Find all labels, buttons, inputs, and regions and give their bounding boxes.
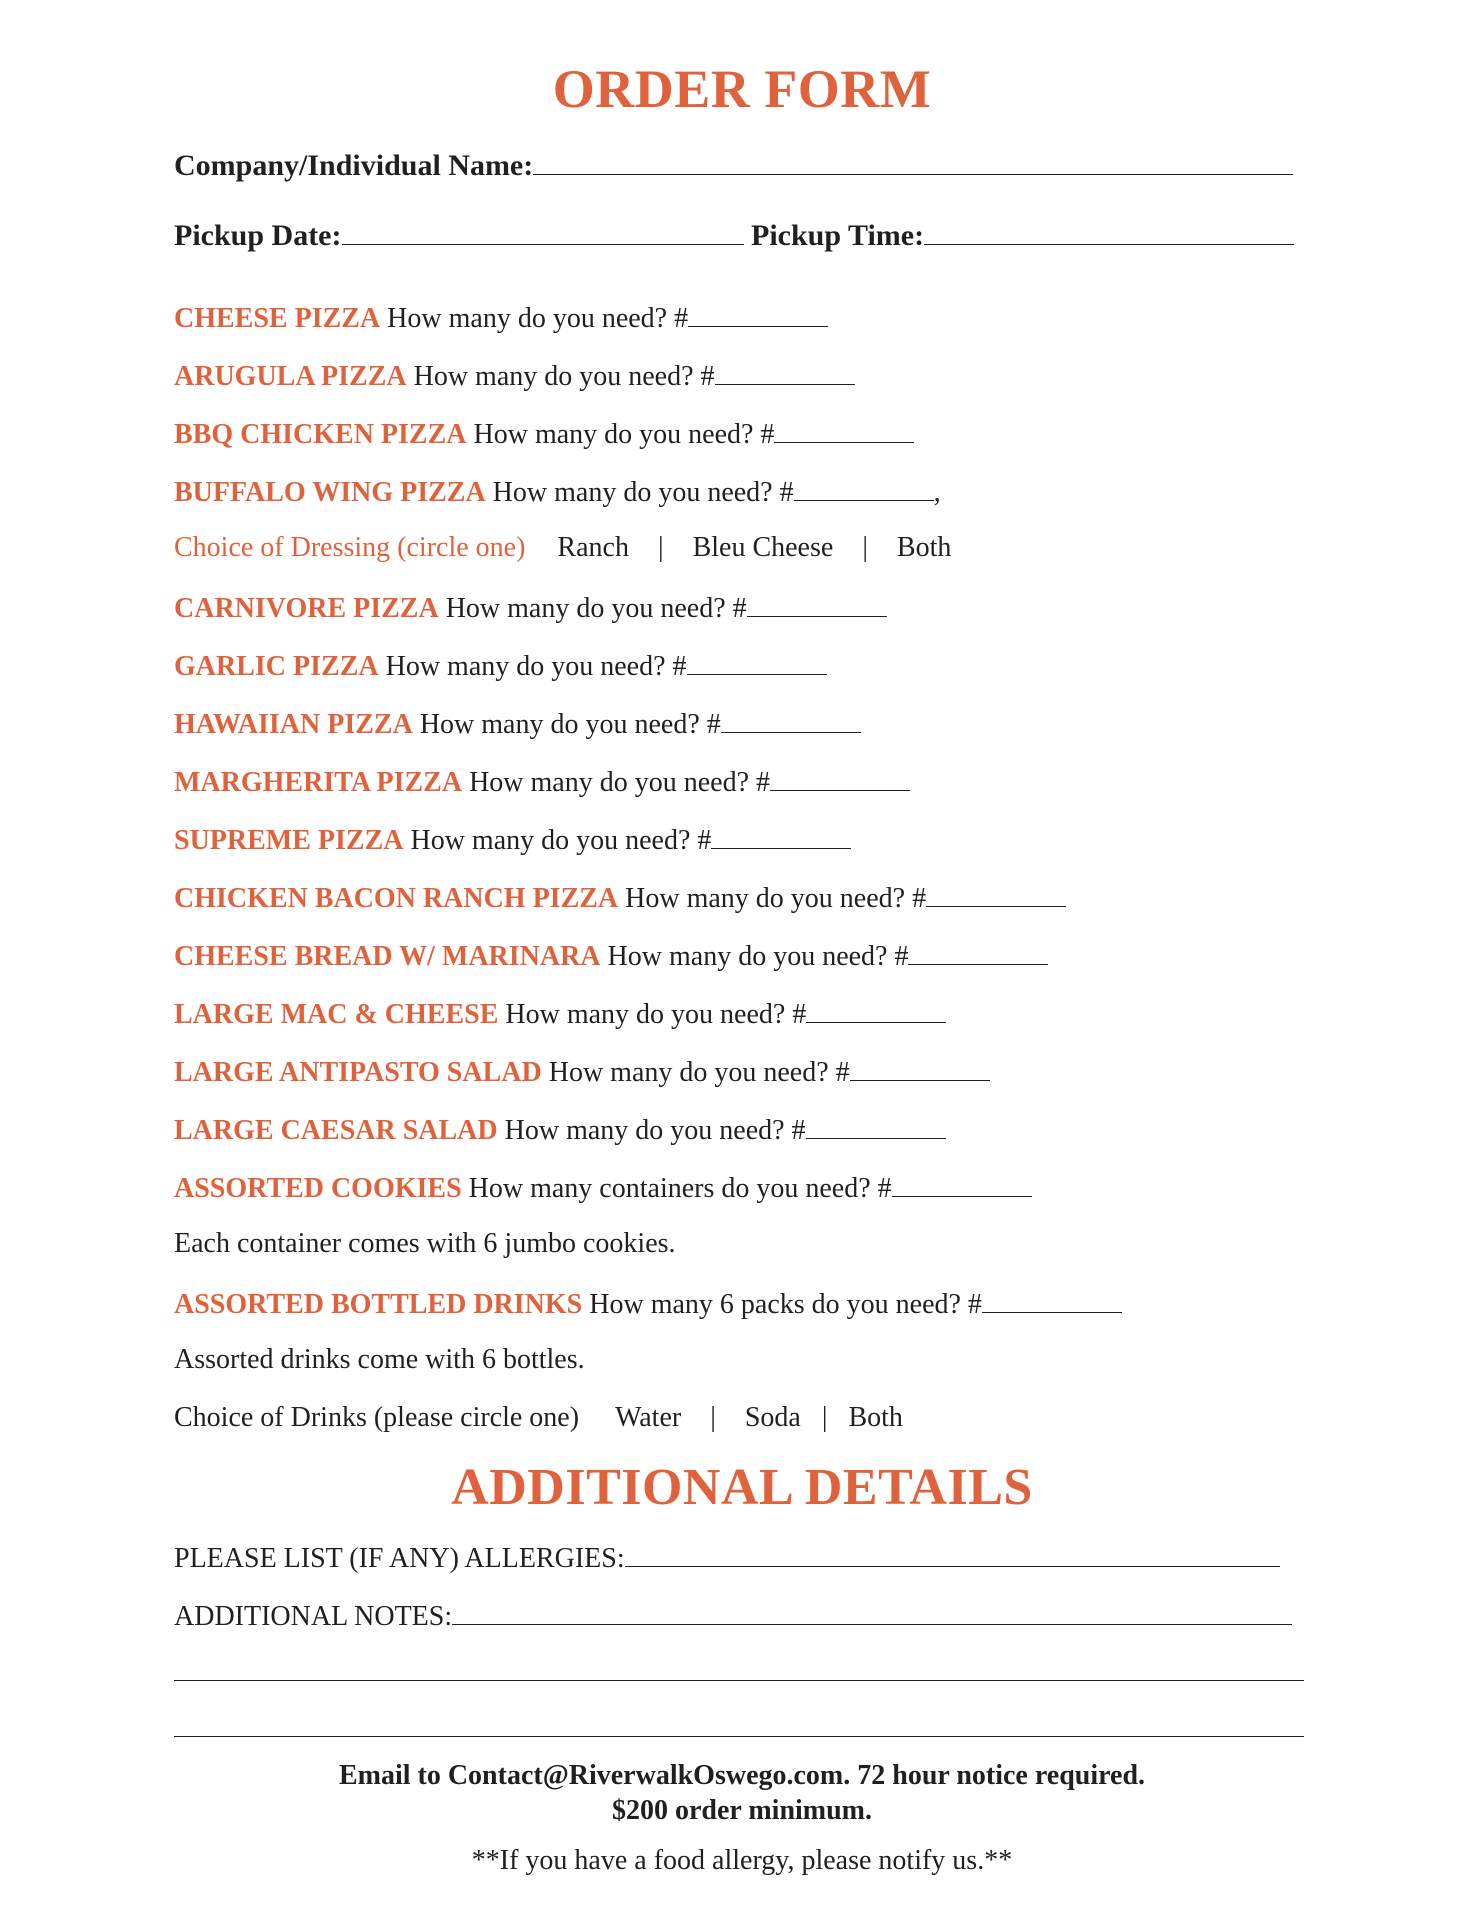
pickup-time-label: Pickup Time: [751,219,925,252]
item-name: BBQ CHICKEN PIZZA [174,419,467,450]
qty-field[interactable] [715,358,855,385]
qty-prompt: How many do you need? # [385,651,687,682]
dressing-choice-label: Choice of Dressing (circle one) [174,532,526,563]
qty-field[interactable] [794,474,934,501]
additional-details-title: ADDITIONAL DETAILS [451,1459,1033,1516]
drinks-option-water[interactable]: Water [615,1402,682,1433]
qty-field[interactable] [850,1054,990,1081]
item-row [174,764,910,799]
dressing-option-ranch[interactable]: Ranch [557,532,629,563]
qty-field[interactable] [806,996,946,1023]
drinks-note: Assorted drinks come with 6 bottles. [174,1344,585,1375]
qty-prompt: How many do you need? # [413,361,715,392]
qty-prompt: How many do you need? # [505,999,807,1030]
allergies-label: PLEASE LIST (IF ANY) ALLERGIES: [174,1543,625,1574]
footer-email-line: Email to Contact@RiverwalkOswego.com. 72 hour notice required. [338,1760,1146,1791]
qty-field[interactable] [688,300,828,327]
item-name: LARGE ANTIPASTO SALAD [174,1057,542,1088]
item-name: ASSORTED COOKIES [174,1173,462,1204]
notes-row [174,1598,1292,1633]
drinks-qty-field[interactable] [982,1286,1122,1313]
item-row [174,300,828,335]
page-title: ORDER FORM [552,59,932,119]
item-name: GARLIC PIZZA [174,651,379,682]
footer-minimum-line: $200 order minimum. [611,1795,873,1826]
qty-prompt: How many do you need? # [492,477,794,508]
drinks-option-soda[interactable]: Soda [744,1402,801,1433]
qty-field[interactable] [774,416,914,443]
qty-prompt: How many do you need? # [469,767,771,798]
option-separator: | [657,532,664,563]
option-separator: | [862,532,868,563]
pickup-date-field[interactable] [342,218,744,245]
item-name: LARGE MAC & CHEESE [174,999,499,1030]
drinks-row [174,1286,1122,1321]
item-name: ARUGULA PIZZA [174,361,407,392]
item-row [174,358,855,393]
item-name: CARNIVORE PIZZA [174,593,439,624]
item-row [174,590,887,625]
qty-suffix: , [933,477,941,508]
item-name: BUFFALO WING PIZZA [174,477,486,508]
notes-line[interactable] [174,1680,1304,1681]
qty-field[interactable] [687,648,827,675]
qty-field[interactable] [770,764,910,791]
pickup-date-label: Pickup Date: [174,219,342,252]
allergies-field[interactable] [625,1540,1280,1567]
item-row [174,474,941,509]
item-row [174,1054,990,1089]
qty-prompt: How many do you need? # [607,941,909,972]
item-name: CHEESE BREAD W/ MARINARA [174,941,601,972]
item-row [174,996,946,1031]
option-separator: | [821,1402,828,1433]
footer-allergy-note: **If you have a food allergy, please notify us.** [471,1845,1013,1876]
qty-prompt: How many do you need? # [504,1115,806,1146]
qty-field[interactable] [711,822,851,849]
qty-field[interactable] [721,706,861,733]
notes-line[interactable] [174,1736,1304,1737]
qty-prompt: How many 6 packs do you need? # [589,1289,982,1320]
item-row [174,706,861,741]
qty-field[interactable] [926,880,1066,907]
drinks-option-both[interactable]: Both [848,1402,903,1433]
dressing-option-bleu-cheese[interactable]: Bleu Cheese [692,532,834,563]
item-row [174,416,914,451]
option-separator: | [710,1402,716,1433]
company-name-field[interactable] [533,148,1293,175]
cookies-row [174,1170,1032,1205]
qty-prompt: How many do you need? # [445,593,747,624]
qty-prompt: How many do you need? # [387,303,689,334]
qty-prompt: How many do you need? # [473,419,775,450]
qty-prompt: How many do you need? # [548,1057,850,1088]
qty-field[interactable] [908,938,1048,965]
item-row [174,822,851,857]
qty-prompt: How many containers do you need? # [468,1173,892,1204]
qty-prompt: How many do you need? # [625,883,927,914]
drinks-choice-row [174,1402,903,1434]
company-name-label: Company/Individual Name: [174,149,534,182]
item-name: LARGE CAESAR SALAD [174,1115,498,1146]
cookies-qty-field[interactable] [892,1170,1032,1197]
item-name: HAWAIIAN PIZZA [174,709,413,740]
qty-prompt: How many do you need? # [419,709,721,740]
drinks-choice-label: Choice of Drinks (please circle one) [174,1402,580,1433]
item-row [174,880,1066,915]
notes-field[interactable] [452,1598,1292,1625]
item-row [174,648,827,683]
item-row [174,1112,946,1147]
item-name: CHICKEN BACON RANCH PIZZA [174,883,619,914]
pickup-time-field[interactable] [924,218,1294,245]
qty-field[interactable] [806,1112,946,1139]
item-name: CHEESE PIZZA [174,303,381,334]
company-name-row [174,148,1293,183]
item-name: ASSORTED BOTTLED DRINKS [174,1289,583,1320]
qty-field[interactable] [747,590,887,617]
item-name: MARGHERITA PIZZA [174,767,463,798]
item-row [174,938,1048,973]
allergies-row [174,1540,1280,1575]
dressing-choice-row [174,532,951,564]
cookies-note: Each container comes with 6 jumbo cookies. [174,1228,676,1259]
pickup-row [174,218,1294,253]
notes-label: ADDITIONAL NOTES: [174,1601,453,1632]
item-name: SUPREME PIZZA [174,825,404,856]
qty-prompt: How many do you need? # [410,825,712,856]
dressing-option-both[interactable]: Both [896,532,952,563]
